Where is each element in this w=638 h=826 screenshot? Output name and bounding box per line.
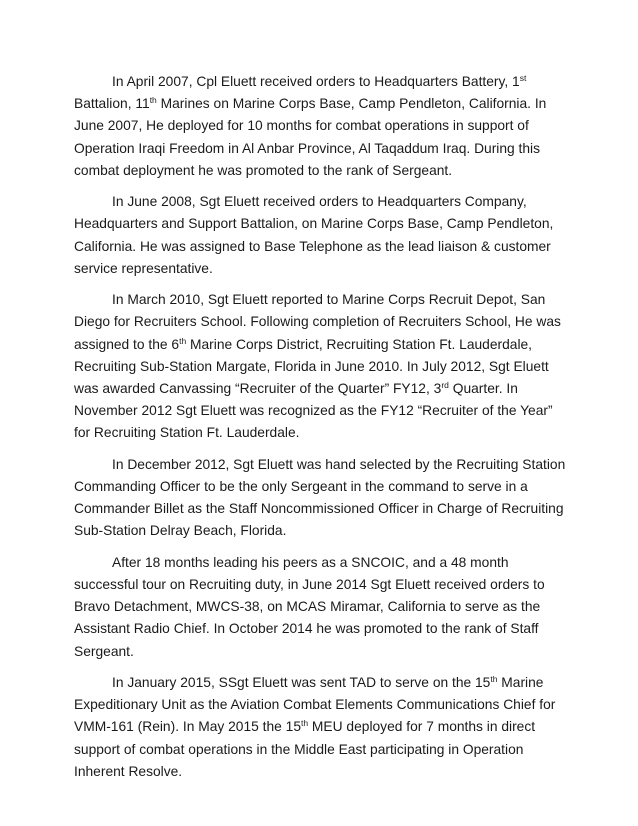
paragraph-april-2007 <box>74 71 566 182</box>
paragraph-january-2015 <box>74 672 566 783</box>
text-run: Battalion, 11 <box>74 96 150 112</box>
paragraph-recruiting-tour <box>74 552 566 663</box>
ordinal-superscript: st <box>519 73 527 83</box>
ordinal-superscript: th <box>490 674 498 685</box>
text-run: In March 2010, Sgt Eluett reported to Marine Corps Recruit Depot, San Diego for Recruiters School. Following completion of Recruiters School, He was assigned to the 6 <box>74 292 561 352</box>
paragraph-december-2012 <box>74 454 566 543</box>
text-run: In April 2007, Cpl Eluett received orders to Headquarters Battery, 1 <box>112 74 520 89</box>
paragraph-march-2010 <box>74 289 566 444</box>
text-run: MEU deployed for 7 months in direct support of combat operations in the Middle East participating in Operation Inherent Resolve. <box>74 719 536 779</box>
paragraph-june-2008 <box>74 191 566 280</box>
text-run: Marine Expeditionary Unit as the Aviation Combat Elements Communications Chief for VMM-161 (Rein). In May 2015 the 15 <box>74 675 556 735</box>
text-run: After 18 months leading his peers as a SNCOIC, and a 48 month successful tour on Recruiting duty, in June 2014 Sgt Eluett received orders to Bravo Detachment, MWCS-38, on MCAS Miramar, California to serve as the Assistant Radio Chief. In October 2014 he was promoted to the rank of Staff Sergeant. <box>74 554 545 659</box>
text-run: In January 2015, SSgt Eluett was sent TAD to serve on the 15 <box>112 675 491 691</box>
text-run: Quarter. In November 2012 Sgt Eluett was recognized as the FY12 “Recruiter of the Year” for Recruiting Station Ft. Lauderdale. <box>74 381 553 441</box>
ordinal-superscript: rd <box>441 380 449 391</box>
text-run: Marines on Marine Corps Base, Camp Pendleton, California. In June 2007, He deployed for 10 months for combat operations in support of Operation Iraqi Freedom in Al Anbar Province, Al Taqaddum Iraq. During this combat deployment he was promoted to the rank of Sergeant. <box>74 96 547 178</box>
text-run: Marine Corps District, Recruiting Station Ft. Lauderdale, Recruiting Sub-Station Margate, Florida in June 2010. In July 2012, Sgt Eluett was awarded Canvassing “Recruiter of the Quarter” FY12, 3 <box>74 336 549 397</box>
text-run: In December 2012, Sgt Eluett was hand selected by the Recruiting Station Commanding Officer to be the only Sergeant in the command to serve in a Commander Billet as the Staff Noncommissioned Officer in Charge of Recruiting Sub-Station Delray Beach, Florida. <box>74 456 566 539</box>
document-body <box>74 71 566 792</box>
ordinal-superscript: th <box>179 335 187 346</box>
ordinal-superscript: th <box>149 95 157 106</box>
text-run: In June 2008, Sgt Eluett received orders to Headquarters Company, Headquarters and Support Battalion, on Marine Corps Base, Camp Pendleton, California. He was assigned to Base Telephone as the lead liaison & customer service representative. <box>74 194 554 276</box>
ordinal-superscript: th <box>301 718 309 729</box>
